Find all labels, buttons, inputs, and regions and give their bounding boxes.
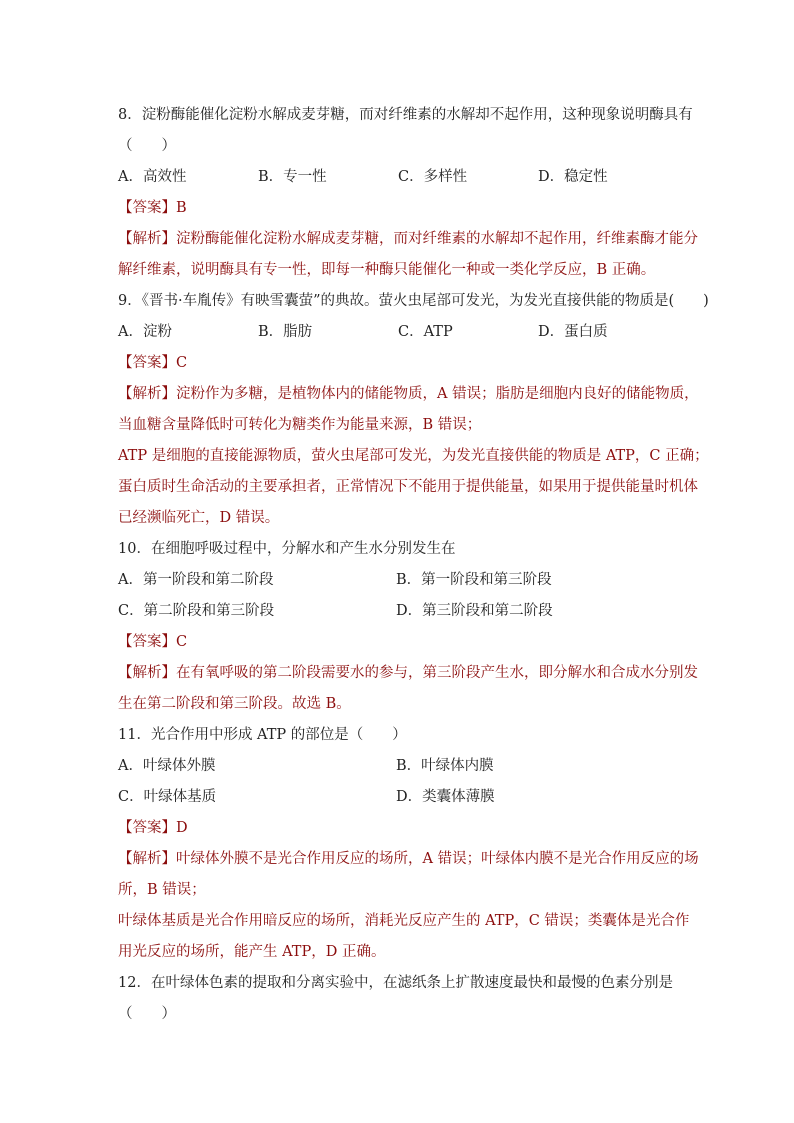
- option-d: D．蛋白质: [538, 324, 608, 340]
- option-c: C．ATP: [398, 324, 453, 340]
- options-row: [118, 565, 686, 596]
- question-stem-blank: （ ）: [118, 138, 176, 154]
- question-9: [118, 286, 709, 534]
- option-a: A．第一阶段和第二阶段: [118, 572, 274, 588]
- question-stem: 11．光合作用中形成 ATP 的部位是（ ）: [118, 727, 407, 743]
- option-a: A．淀粉: [118, 324, 172, 340]
- option-d: D．类囊体薄膜: [396, 789, 495, 805]
- answer: 【答案】B: [118, 200, 187, 216]
- explanation-line: 当血糖含量降低时可转化为糖类作为能量来源，B 错误；: [118, 417, 482, 433]
- options-row: [118, 162, 686, 193]
- options-row: [118, 317, 686, 348]
- option-c: C．第二阶段和第三阶段: [118, 603, 275, 619]
- explanation-line: 所，B 错误；: [118, 882, 206, 898]
- explanation-line: 生在第二阶段和第三阶段。故选 B。: [118, 696, 351, 712]
- answer: 【答案】C: [118, 634, 188, 650]
- explanation-line: 【解析】淀粉酶能催化淀粉水解成麦芽糖，而对纤维素的水解却不起作用，纤维素酶才能分: [118, 231, 698, 247]
- option-a: A．叶绿体外膜: [118, 758, 216, 774]
- question-stem: 8．淀粉酶能催化淀粉水解成麦芽糖，而对纤维素的水解却不起作用，这种现象说明酶具有: [118, 107, 693, 123]
- question-stem: 10．在细胞呼吸过程中，分解水和产生水分别发生在: [118, 541, 456, 557]
- option-b: B．专一性: [258, 169, 327, 185]
- option-c: C．叶绿体基质: [118, 789, 217, 805]
- question-stem: 12．在叶绿体色素的提取和分离实验中，在滤纸条上扩散速度最快和最慢的色素分别是: [118, 975, 673, 991]
- question-11: [118, 720, 699, 968]
- option-d: D．第三阶段和第二阶段: [396, 603, 553, 619]
- option-b: B．脂肪: [258, 324, 313, 340]
- answer: 【答案】D: [118, 820, 188, 836]
- explanation-line: 解纤维素，说明酶具有专一性，即每一种酶只能催化一种或一类化学反应，B 正确。: [118, 262, 656, 278]
- options-row: [118, 751, 686, 782]
- question-8: [118, 100, 698, 286]
- explanation-line: ATP 是细胞的直接能源物质，萤火虫尾部可发光，为发光直接供能的物质是 ATP，C 正确；: [118, 448, 709, 464]
- explanation-line: 已经濒临死亡，D 错误。: [118, 510, 280, 526]
- option-c: C．多样性: [398, 169, 468, 185]
- explanation-line: 用光反应的场所，能产生 ATP，D 正确。: [118, 944, 386, 960]
- explanation-line: 【解析】淀粉作为多糖，是植物体内的储能物质，A 错误；脂肪是细胞内良好的储能物质，: [118, 386, 699, 402]
- option-d: D．稳定性: [538, 169, 608, 185]
- question-stem-blank: （ ）: [118, 1006, 176, 1022]
- explanation-line: 叶绿体基质是光合作用暗反应的场所，消耗光反应产生的 ATP，C 错误；类囊体是光合作: [118, 913, 690, 929]
- options-row: [118, 596, 686, 627]
- explanation-line: 【解析】在有氧呼吸的第二阶段需要水的参与，第三阶段产生水，即分解水和合成水分别发: [118, 665, 698, 681]
- explanation-line: 【解析】叶绿体外膜不是光合作用反应的场所，A 错误；叶绿体内膜不是光合作用反应的场: [118, 851, 699, 867]
- option-a: A．高效性: [118, 169, 187, 185]
- options-row: [118, 782, 686, 813]
- option-b: B．第一阶段和第三阶段: [396, 572, 552, 588]
- question-10: [118, 534, 698, 720]
- option-b: B．叶绿体内膜: [396, 758, 494, 774]
- question-12: [118, 968, 686, 1030]
- question-stem: 9．《晋书·车胤传》有映雪囊萤”的典故。萤火虫尾部可发光，为发光直接供能的物质是( ): [118, 293, 709, 309]
- explanation-line: 蛋白质时生命活动的主要承担者，正常情况下不能用于提供能量，如果用于提供能量时机体: [118, 479, 698, 495]
- answer: 【答案】C: [118, 355, 188, 371]
